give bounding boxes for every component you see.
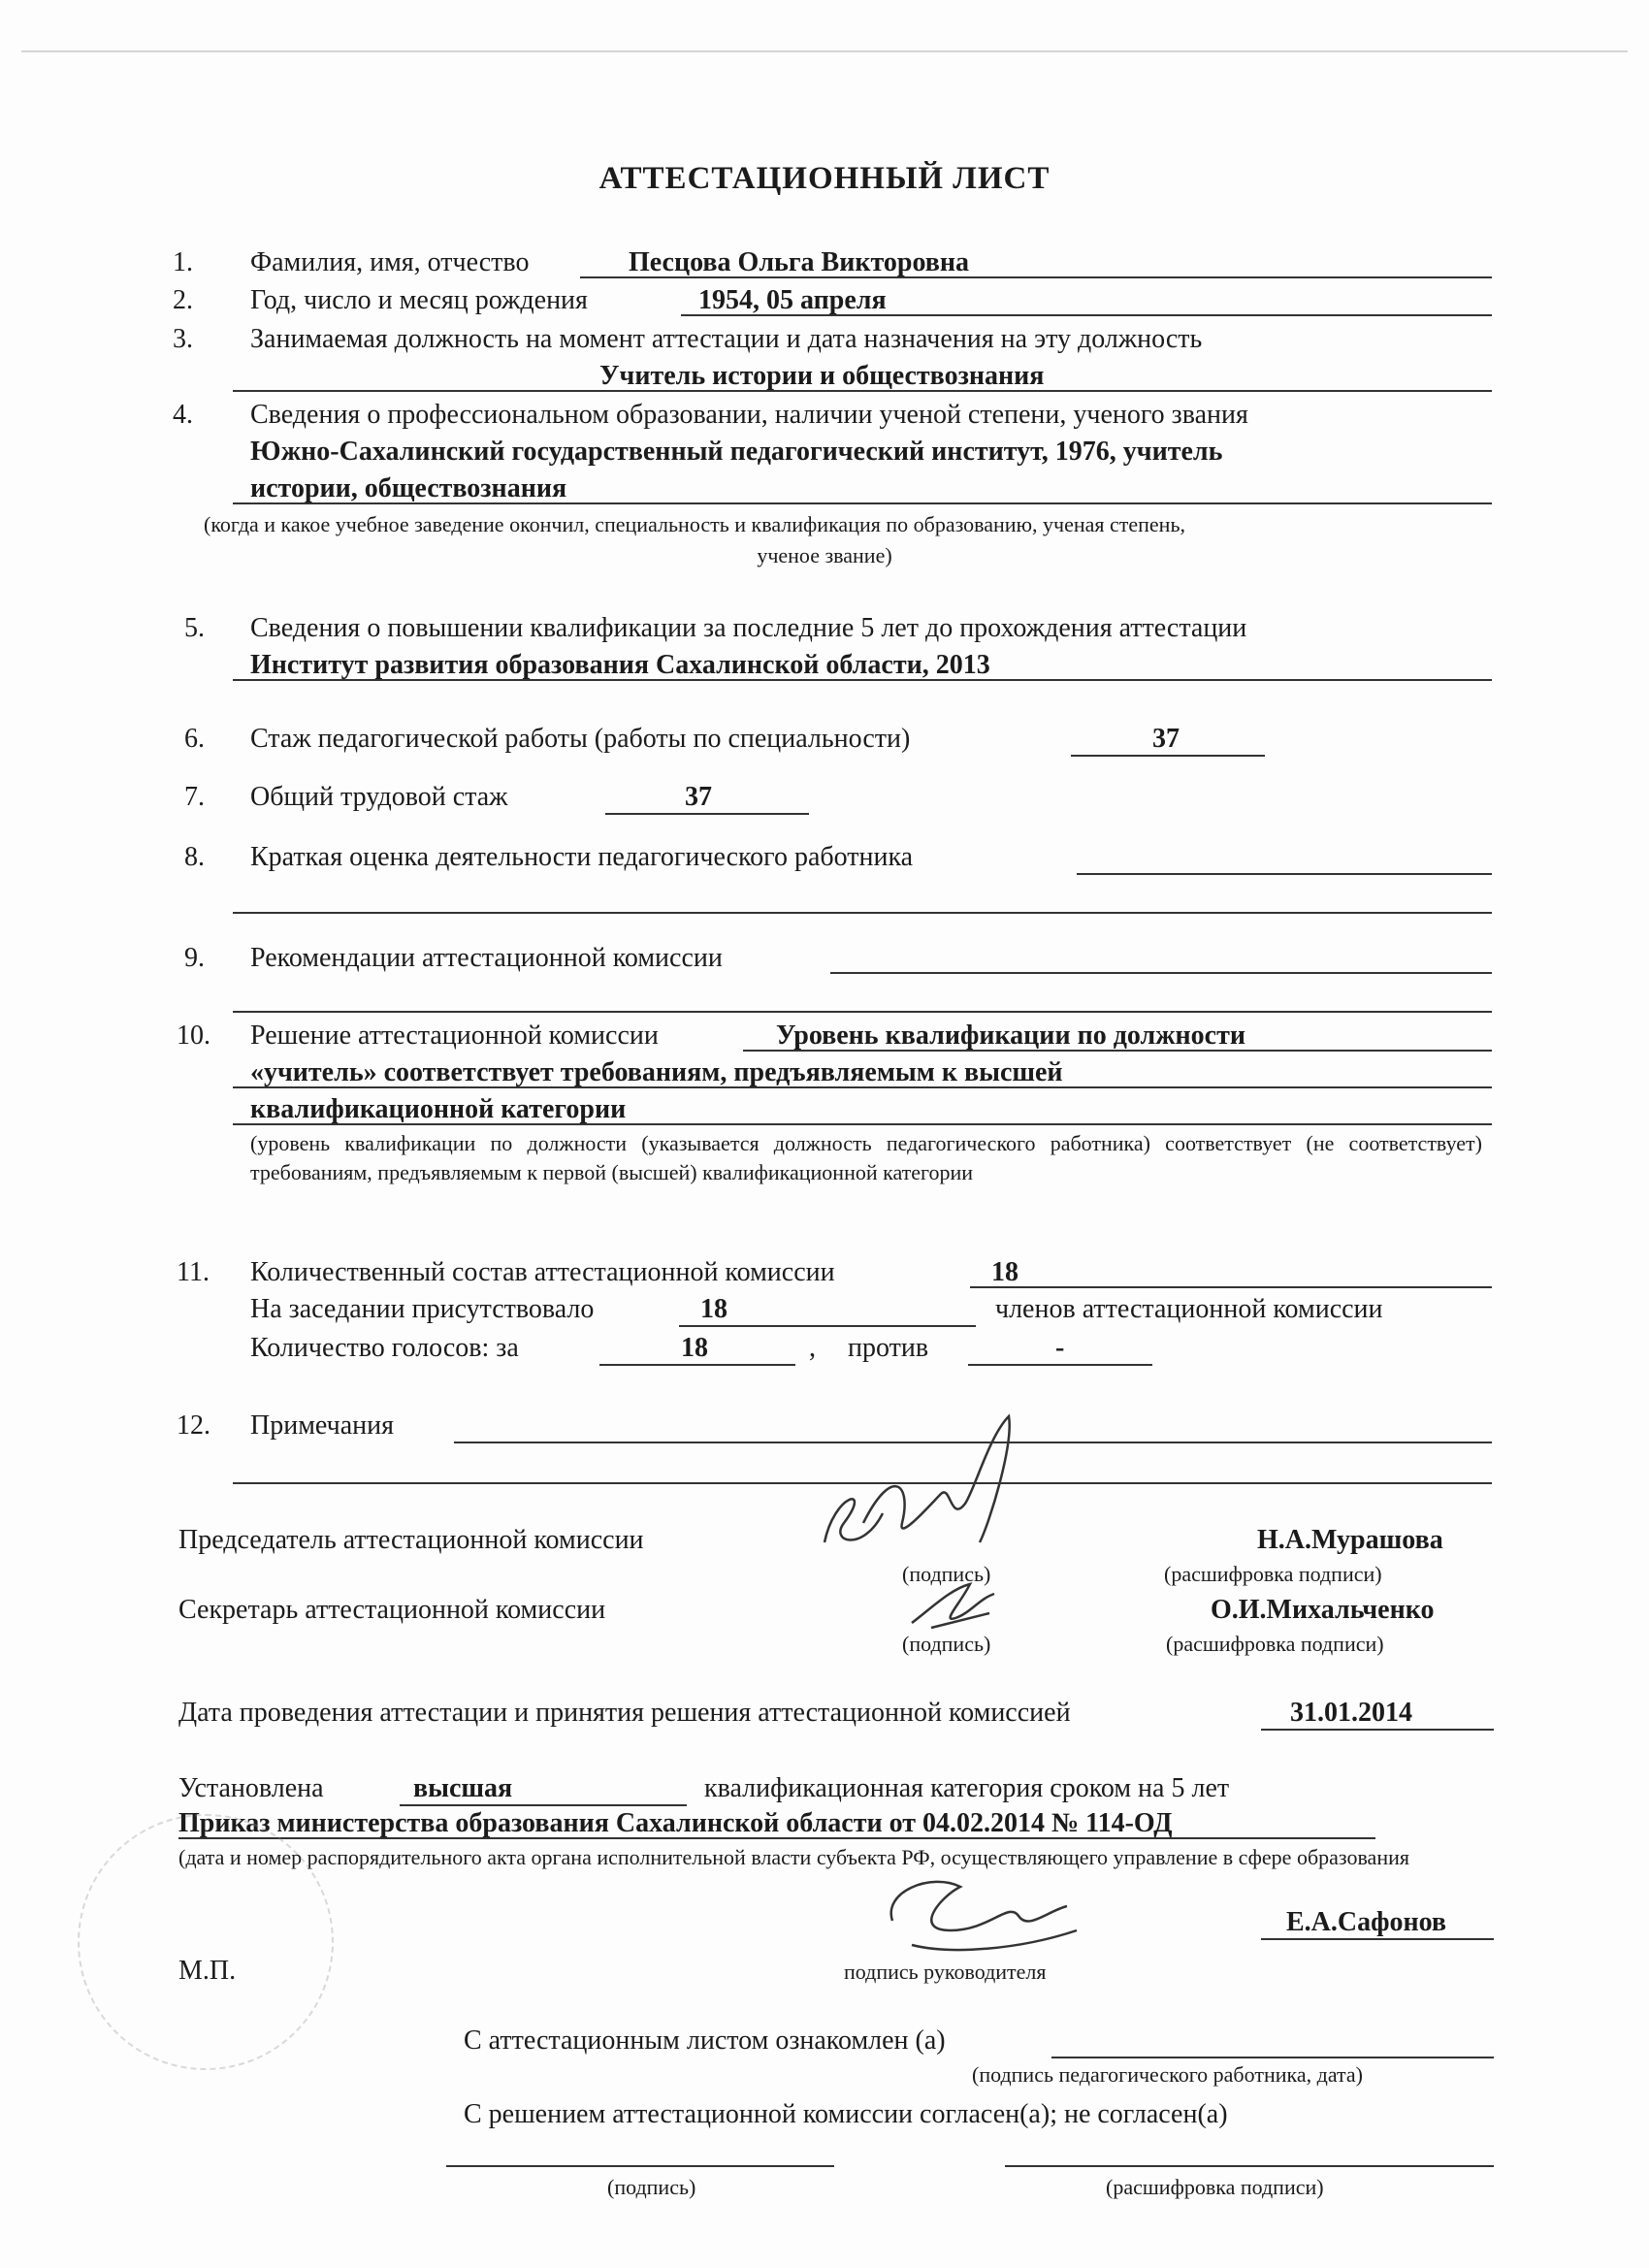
underline (743, 1050, 1492, 1052)
item-label: Занимаемая должность на момент аттестации и дата назначения на эту должность (250, 324, 1203, 354)
underline (178, 1837, 1375, 1839)
item-label: Сведения о профессиональном образовании, наличии ученой степени, ученого звания (250, 400, 1248, 430)
secretary-signature-icon (902, 1570, 1009, 1637)
item-number: 9. (184, 943, 205, 973)
item-number: 8. (184, 842, 205, 872)
underline (599, 1364, 795, 1366)
decision-hint: (уровень квалификации по должности (указывается должность педагогического работника) соответствует (не соответствует) требованиям, предъявляемым к первой (высшей) квалификационной категории (250, 1131, 1482, 1184)
signature-hint: (подпись) (902, 1632, 991, 1656)
underline (233, 390, 1492, 392)
date-label: Дата проведения аттестации и принятия решения аттестационной комиссией (178, 1698, 1071, 1728)
item-number: 4. (173, 400, 193, 430)
date-value: 31.01.2014 (1290, 1698, 1412, 1728)
present-count-value: 18 (700, 1294, 728, 1324)
underline (446, 2165, 834, 2167)
document-title: АТТЕСТАЦИОННЫЙ ЛИСТ (598, 161, 1051, 196)
signature-hint: (подпись) (902, 1562, 991, 1586)
scan-edge-line (21, 50, 1628, 52)
votes-against-value: - (1055, 1333, 1065, 1363)
underline (681, 314, 1492, 316)
decode-hint: (расшифровка подписи) (1166, 1632, 1384, 1656)
chair-label: Председатель аттестационной комиссии (178, 1525, 644, 1555)
comma: , (809, 1333, 816, 1363)
decode-hint: (расшифровка подписи) (1164, 1562, 1382, 1586)
item-label: На заседании присутствовало (250, 1294, 595, 1324)
order-value: Приказ министерства образования Сахалинской области от 04.02.2014 № 114-ОД (178, 1808, 1173, 1838)
item-number: 2. (173, 285, 193, 315)
underline (1051, 2057, 1494, 2058)
item-label: Количество голосов: за (250, 1333, 519, 1363)
stamp-icon (78, 1814, 334, 2070)
acknowledged-hint: (подпись педагогического работника, дата) (972, 2062, 1363, 2087)
training-value: Институт развития образования Сахалинской области, 2013 (250, 650, 990, 680)
underline (233, 1011, 1492, 1013)
underline (1261, 1938, 1494, 1940)
underline (830, 972, 1492, 974)
item-label: Год, число и месяц рождения (250, 285, 588, 315)
item-number: 3. (173, 324, 193, 354)
item-number: 1. (173, 247, 193, 277)
underline (580, 276, 1492, 278)
item-label: Рекомендации аттестационной комиссии (250, 943, 723, 973)
order-hint: (дата и номер распорядительного акта органа исполнительной власти субъекта РФ, осуществляющего управление в сфере образования (178, 1845, 1409, 1869)
education-value-line2: истории, обществознания (250, 473, 567, 503)
votes-for-value: 18 (681, 1333, 708, 1363)
education-value-line1: Южно-Сахалинский государственный педагогический институт, 1976, учитель (250, 437, 1223, 467)
category-label: Установлена (178, 1773, 324, 1803)
full-name-value: Песцова Ольга Викторовна (629, 247, 969, 277)
underline (233, 679, 1492, 681)
item-label: Общий трудовой стаж (250, 782, 508, 812)
underline (233, 912, 1492, 914)
item-number: 7. (184, 782, 205, 812)
education-hint: ученое звание) (757, 543, 892, 567)
category-tail: квалификационная категория сроком на 5 лет (704, 1773, 1230, 1803)
chair-signature-icon (805, 1407, 1028, 1562)
decision-value-line1: Уровень квалификации по должности (776, 1021, 1245, 1051)
underline (605, 813, 809, 815)
underline (970, 1286, 1492, 1288)
head-name: Е.А.Сафонов (1286, 1907, 1447, 1937)
commission-size-value: 18 (991, 1257, 1018, 1287)
underline (1261, 1729, 1494, 1731)
item-number: 6. (184, 724, 205, 754)
underline (1005, 2165, 1494, 2167)
item-label: Количественный состав аттестационной комиссии (250, 1257, 835, 1287)
underline (233, 502, 1492, 504)
decision-value-line3: квалификационной категории (250, 1094, 627, 1124)
category-value: высшая (413, 1773, 513, 1803)
acknowledged-label: С аттестационным листом ознакомлен (а) (464, 2025, 946, 2056)
item-label: против (848, 1333, 929, 1363)
signature-hint: (подпись) (607, 2175, 696, 2199)
education-hint: (когда и какое учебное заведение окончил, специальность и квалификация по образованию, ученая степень, (204, 512, 1185, 536)
decode-hint: (расшифровка подписи) (1106, 2175, 1324, 2199)
item-label: Краткая оценка деятельности педагогического работника (250, 842, 914, 872)
item-label: Фамилия, имя, отчество (250, 247, 530, 277)
underline (233, 1086, 1492, 1088)
secretary-label: Секретарь аттестационной комиссии (178, 1595, 606, 1625)
underline (233, 1123, 1492, 1125)
underline (1077, 873, 1492, 875)
decision-value-line2: «учитель» соответствует требованиям, предъявляемым к высшей (250, 1057, 1063, 1087)
item-label: Стаж педагогической работы (работы по специальности) (250, 724, 911, 754)
chair-name: Н.А.Мурашова (1257, 1525, 1443, 1555)
item-label: членов аттестационной комиссии (995, 1294, 1383, 1324)
item-number: 11. (177, 1257, 210, 1287)
position-value: Учитель истории и обществознания (599, 361, 1045, 391)
underline (400, 1804, 687, 1806)
agreement-label: С решением аттестационной комиссии согласен(а); не согласен(а) (464, 2099, 1228, 2129)
item-label: Примечания (250, 1410, 395, 1441)
underline (968, 1364, 1152, 1366)
total-experience-value: 37 (685, 782, 712, 812)
item-number: 10. (177, 1021, 210, 1051)
item-label: Решение аттестационной комиссии (250, 1021, 659, 1051)
item-number: 5. (184, 613, 205, 643)
underline (1071, 755, 1265, 757)
head-signature-icon (873, 1863, 1086, 1960)
secretary-name: О.И.Михальченко (1211, 1595, 1435, 1625)
item-number: 12. (177, 1410, 210, 1441)
underline (679, 1325, 976, 1327)
teaching-experience-value: 37 (1152, 724, 1180, 754)
stamp-mark-label: М.П. (178, 1956, 237, 1986)
birth-date-value: 1954, 05 апреля (698, 285, 887, 315)
head-signature-hint: подпись руководителя (844, 1960, 1047, 1984)
item-label: Сведения о повышении квалификации за последние 5 лет до прохождения аттестации (250, 613, 1247, 643)
